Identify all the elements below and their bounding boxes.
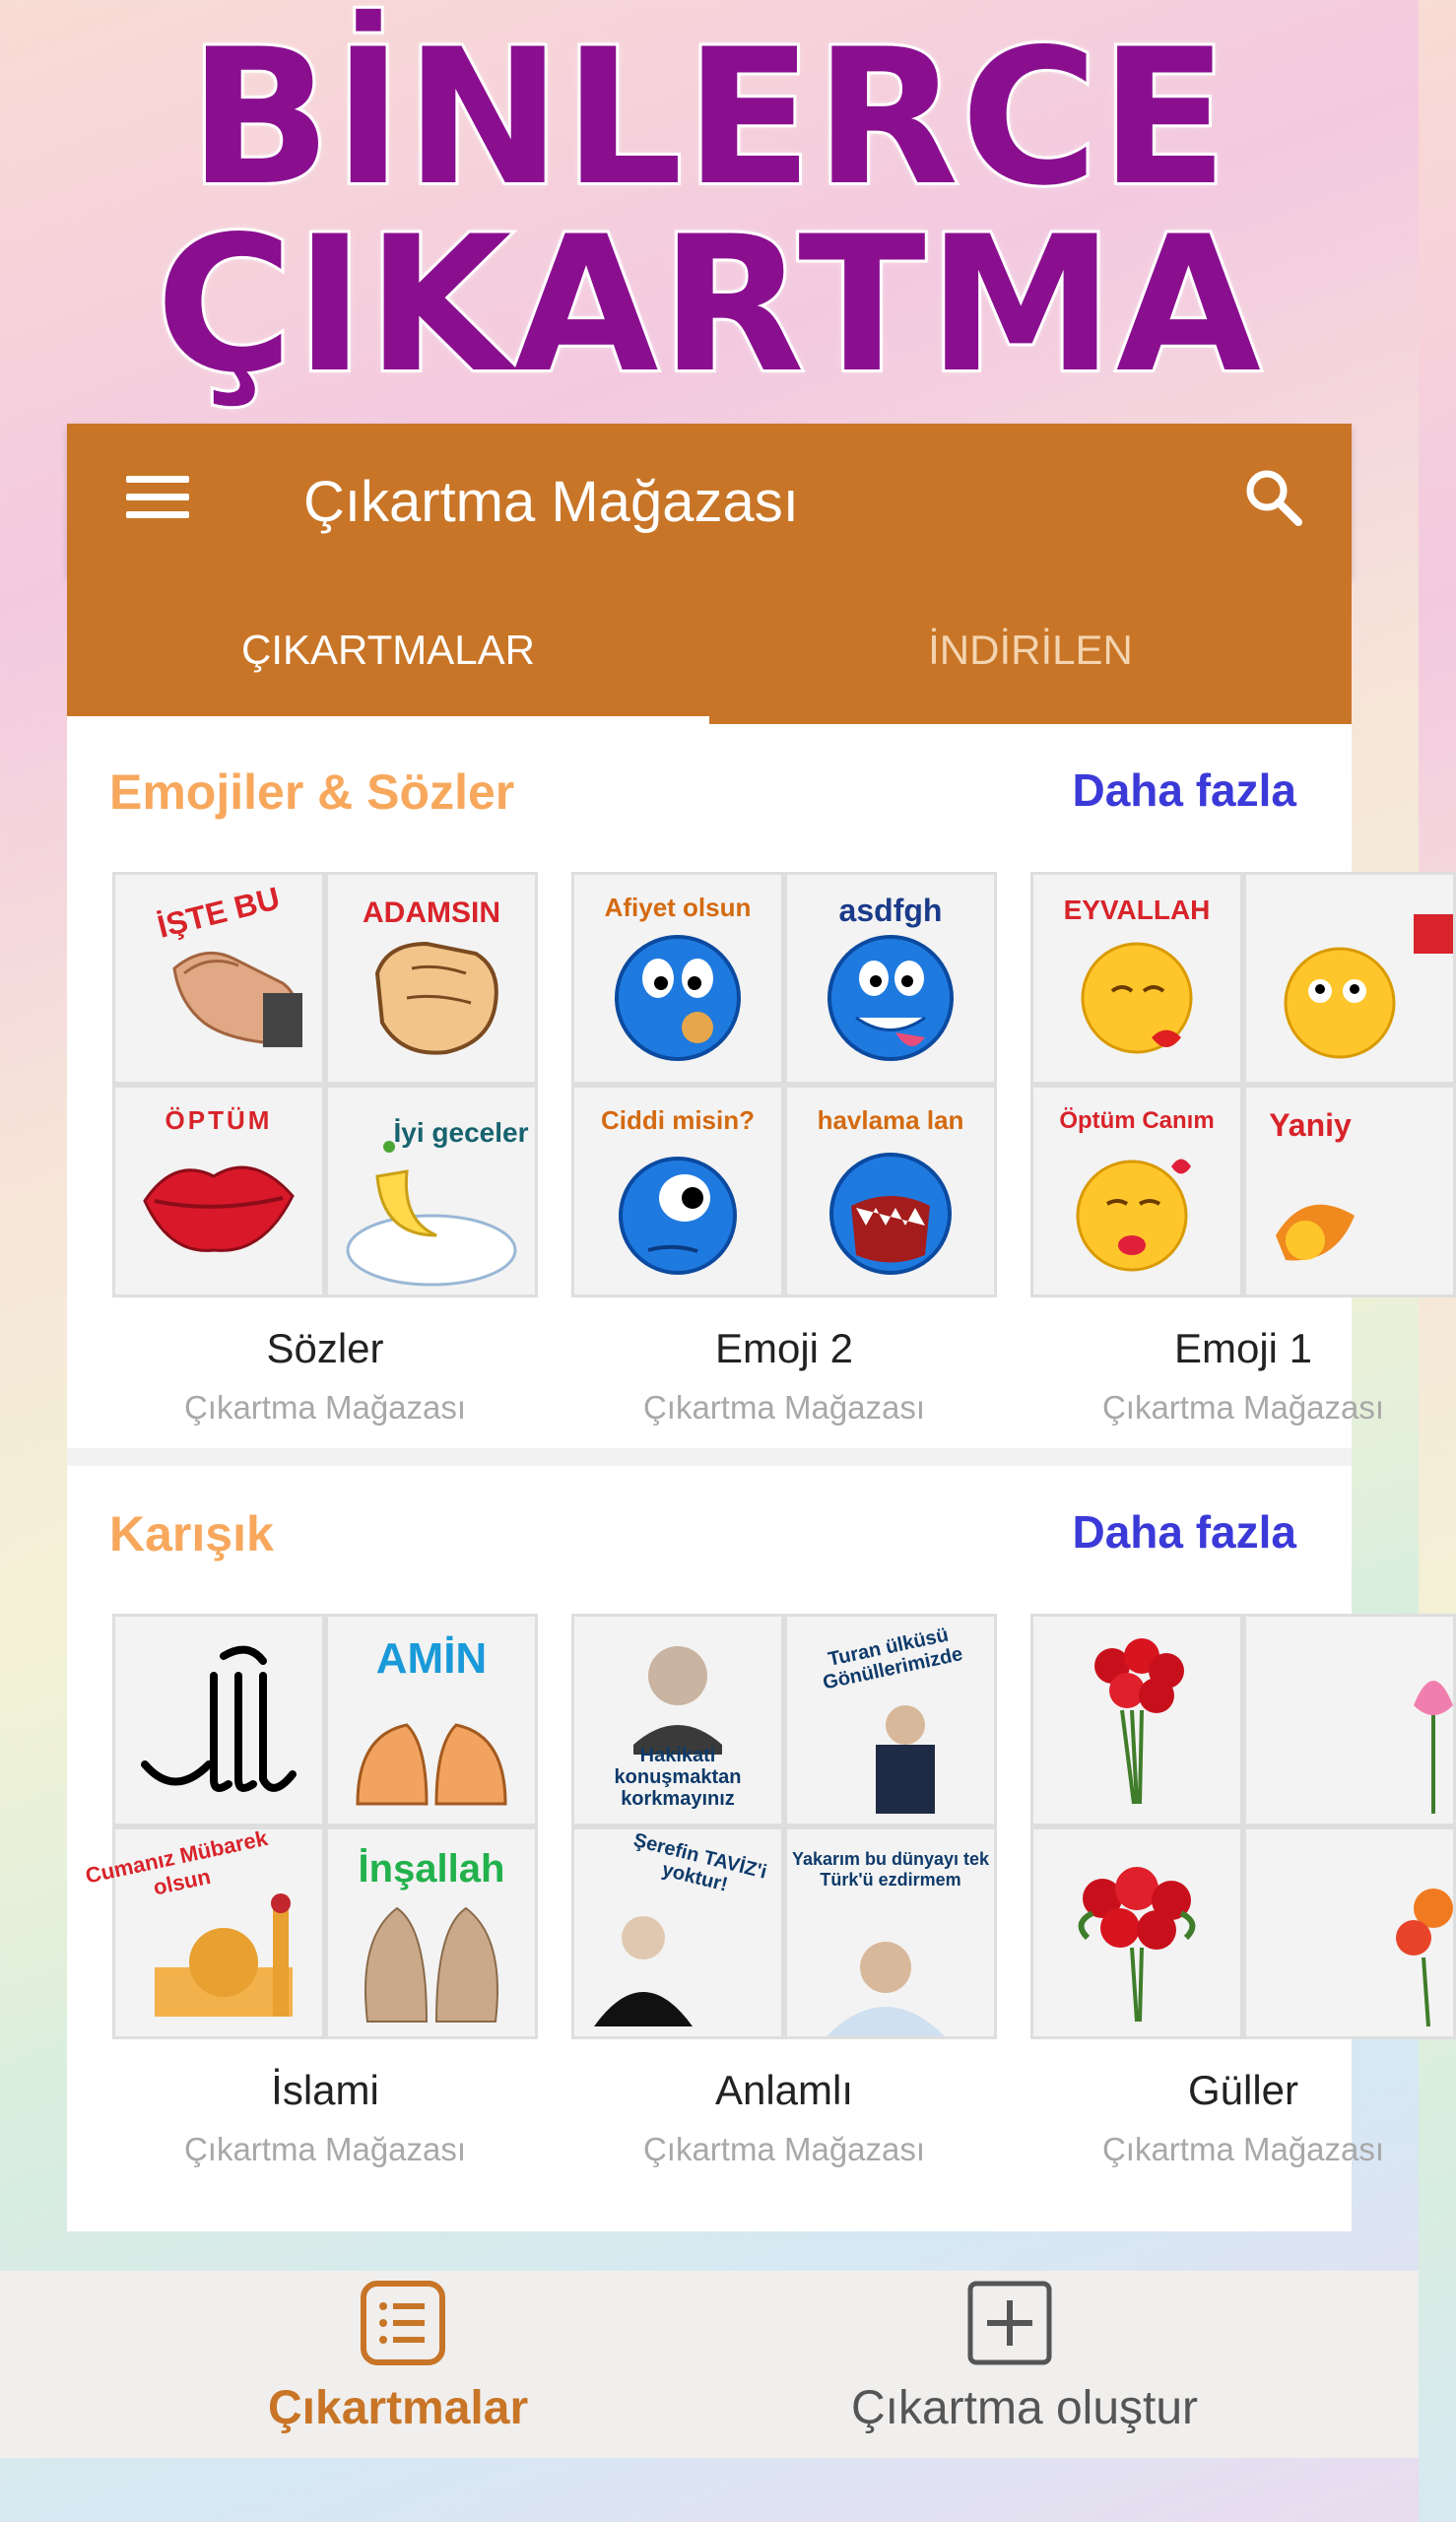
sticker-thumb xyxy=(574,1617,781,1824)
sticker-caption: AMİN xyxy=(375,1634,488,1683)
sticker-caption: ADAMSIN xyxy=(363,896,500,929)
sticker-grid xyxy=(571,1614,997,2039)
pack-publisher: Çıkartma Mağazası xyxy=(183,1389,467,1426)
hamburger-menu-icon[interactable] xyxy=(126,468,195,527)
promo-banner xyxy=(0,0,1419,424)
sticker-caption: Turan ülküsü Gönüllerimizde xyxy=(821,1624,965,1694)
promo-line-2: ÇIKARTMA xyxy=(156,196,1263,414)
pack-name: Emoji 2 xyxy=(714,1325,854,1371)
pack-publisher: Çıkartma Mağazası xyxy=(1101,2131,1385,2167)
search-icon[interactable] xyxy=(1239,463,1308,532)
pack-publisher: Çıkartma Mağazası xyxy=(1101,1389,1385,1426)
pack-publisher: Çıkartma Mağazası xyxy=(183,2131,467,2167)
nav-label: Çıkartma oluştur xyxy=(850,2382,1199,2434)
nav-create-sticker[interactable] xyxy=(709,2271,1419,2458)
sticker-thumb xyxy=(1033,875,1240,1082)
sticker-thumb xyxy=(83,1825,322,2036)
section-divider xyxy=(67,1448,1352,1466)
nav-stickers[interactable] xyxy=(0,2271,709,2458)
add-box-icon xyxy=(965,2279,1054,2367)
pack-name: İslami xyxy=(271,2067,379,2113)
sticker-thumb xyxy=(328,1617,535,1824)
sticker-thumb xyxy=(1246,1617,1453,1824)
pack-name: Emoji 1 xyxy=(1173,1325,1313,1371)
sticker-caption: Ciddi misin? xyxy=(601,1105,755,1135)
section-title: Emojiler & Sözler xyxy=(109,764,515,820)
sticker-thumb xyxy=(328,875,535,1082)
sticker-caption: Yaniy xyxy=(1269,1107,1352,1143)
app-screen xyxy=(67,424,1385,2231)
sticker-thumb xyxy=(787,875,994,1082)
pack-publisher: Çıkartma Mağazası xyxy=(642,1389,926,1426)
sticker-thumb xyxy=(115,875,322,1082)
sticker-thumb xyxy=(1246,1829,1453,2036)
section-mixed xyxy=(67,1466,1385,2231)
sticker-thumb xyxy=(787,1829,994,2036)
app-bar xyxy=(67,424,1352,576)
sticker-thumb xyxy=(1246,1088,1453,1294)
sticker-grid xyxy=(1030,872,1456,1297)
page-title: Çıkartma Mağazası xyxy=(303,470,799,534)
sticker-thumb xyxy=(787,1617,994,1824)
sticker-thumb xyxy=(574,875,781,1082)
sticker-thumb xyxy=(1246,875,1453,1082)
sticker-caption: Öptüm Canım xyxy=(1059,1107,1215,1134)
bottom-nav xyxy=(0,2271,1419,2458)
sticker-thumb xyxy=(115,1617,322,1824)
section-emojis-quotes xyxy=(67,724,1385,1448)
sticker-thumb xyxy=(328,1829,535,2036)
sticker-caption: havlama lan xyxy=(817,1105,964,1135)
more-link[interactable]: Daha fazla xyxy=(1072,1506,1296,1558)
tab-indicator xyxy=(67,716,709,724)
sticker-grid xyxy=(112,872,538,1297)
sticker-caption: Afiyet olsun xyxy=(604,893,752,922)
sticker-caption: Cumanız Mübarek olsun xyxy=(83,1825,270,1900)
tab-bar xyxy=(67,576,1352,724)
sticker-thumb xyxy=(1033,1617,1240,1824)
promo-line-1: BİNLERCE xyxy=(188,9,1230,227)
sticker-caption: Hakikati konuşmaktan korkmayınız xyxy=(614,1745,742,1810)
sticker-thumb xyxy=(1033,1829,1240,2036)
sticker-thumb xyxy=(328,1088,535,1294)
sticker-thumb xyxy=(787,1088,994,1294)
sticker-grid xyxy=(1030,1614,1456,2039)
sticker-grid xyxy=(571,872,997,1297)
pack-name: Sözler xyxy=(266,1325,384,1371)
sticker-thumb xyxy=(574,1088,781,1294)
nav-label: Çıkartmalar xyxy=(268,2382,529,2434)
list-icon xyxy=(359,2279,447,2367)
tab-stickers[interactable]: ÇIKARTMALAR xyxy=(241,627,535,673)
pack-publisher: Çıkartma Mağazası xyxy=(642,2131,926,2167)
sticker-grid xyxy=(83,1614,538,2039)
sticker-caption: Şerefin TAVİZ'i yoktur! xyxy=(630,1828,769,1896)
sticker-caption: asdfgh xyxy=(838,893,943,928)
sticker-caption: ÖPTÜM xyxy=(165,1105,273,1135)
sticker-caption: İŞTE BU xyxy=(154,880,284,945)
sticker-caption: Yakarım bu dünyayı tek Türk'ü ezdirmem xyxy=(791,1849,990,1890)
sticker-caption: İyi geceler xyxy=(393,1117,529,1148)
tab-downloaded[interactable]: İNDİRİLEN xyxy=(928,627,1133,673)
sticker-caption: İnşallah xyxy=(358,1847,505,1891)
pack-name: Anlamlı xyxy=(714,2067,854,2113)
more-link[interactable]: Daha fazla xyxy=(1072,764,1296,816)
sticker-caption: EYVALLAH xyxy=(1063,895,1211,925)
section-title: Karışık xyxy=(109,1506,274,1561)
sticker-thumb xyxy=(574,1829,781,2036)
pack-name: Güller xyxy=(1187,2067,1299,2113)
sticker-thumb xyxy=(115,1088,322,1294)
